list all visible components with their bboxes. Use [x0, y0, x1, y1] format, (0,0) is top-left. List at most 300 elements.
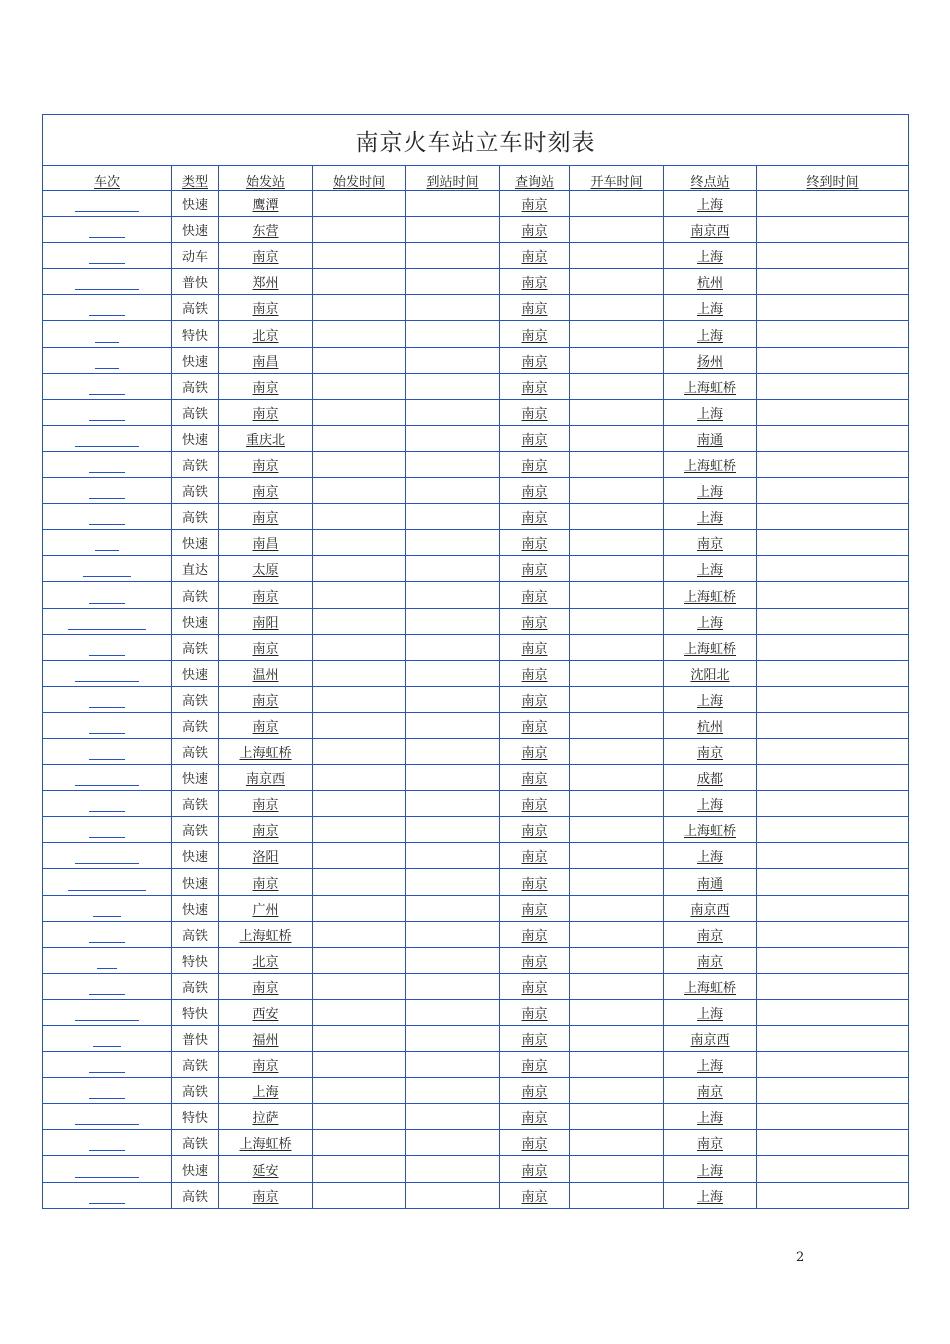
destination-station-link-text[interactable]: 上海: [696, 328, 723, 344]
destination-station-link[interactable]: [664, 373, 757, 399]
train-type-cell-text: 快速: [181, 667, 208, 683]
col-header-train-no: 车次: [43, 166, 172, 191]
table-row: [43, 451, 909, 477]
origin-station-link[interactable]: [219, 973, 313, 999]
query-station-link-text[interactable]: 南京: [521, 589, 548, 605]
origin-station-link[interactable]: [219, 1026, 313, 1052]
query-station-link[interactable]: [500, 1182, 570, 1208]
query-station-link[interactable]: [500, 1156, 570, 1182]
train-type-cell-text: 动车: [181, 250, 208, 266]
destination-station-link[interactable]: [664, 608, 757, 634]
query-station-link[interactable]: [500, 817, 570, 843]
origin-station-link[interactable]: [219, 295, 313, 321]
origin-station-link[interactable]: [219, 321, 313, 347]
destination-station-link-text[interactable]: 成都: [696, 772, 723, 788]
query-station-link[interactable]: [500, 608, 570, 634]
destination-station-link-text[interactable]: 南通: [696, 876, 723, 892]
origin-station-link[interactable]: [219, 347, 313, 373]
table-row: [43, 321, 909, 347]
origin-station-link-text[interactable]: 南京: [252, 485, 279, 501]
query-station-link[interactable]: [500, 869, 570, 895]
query-station-link-text[interactable]: 南京: [521, 798, 548, 814]
query-station-link-text[interactable]: 南京: [521, 902, 548, 918]
train-no-link[interactable]: [43, 973, 172, 999]
destination-station-link[interactable]: [664, 1156, 757, 1182]
origin-station-link-text[interactable]: 北京: [252, 328, 279, 344]
destination-station-link-text[interactable]: 上海: [696, 563, 723, 579]
destination-station-link-text[interactable]: 南京西: [690, 902, 730, 918]
query-station-link[interactable]: [500, 1052, 570, 1078]
origin-station-link[interactable]: [219, 660, 313, 686]
train-no-link[interactable]: [43, 373, 172, 399]
query-station-link[interactable]: [500, 373, 570, 399]
query-station-link-text[interactable]: 南京: [521, 198, 548, 214]
query-station-link-text[interactable]: 南京: [521, 432, 548, 448]
query-station-link[interactable]: [500, 660, 570, 686]
train-no-link[interactable]: [43, 191, 172, 217]
query-station-link-text[interactable]: 南京: [521, 850, 548, 866]
origin-station-link[interactable]: [219, 738, 313, 764]
destination-station-link-text[interactable]: 南京西: [690, 1033, 730, 1049]
destination-station-link-text[interactable]: 南京: [696, 928, 723, 944]
destination-station-link-text[interactable]: 杭州: [696, 719, 723, 735]
train-no-link[interactable]: [43, 660, 172, 686]
destination-station-link-text[interactable]: 上海虹桥: [683, 459, 736, 475]
query-station-link[interactable]: [500, 895, 570, 921]
origin-station-link-text[interactable]: 太原: [252, 563, 279, 579]
origin-station-link[interactable]: [219, 373, 313, 399]
origin-station-link-text[interactable]: 福州: [252, 1033, 279, 1049]
origin-station-link-text[interactable]: 上海虹桥: [239, 928, 292, 944]
query-station-link-text[interactable]: 南京: [521, 354, 548, 370]
query-station-link[interactable]: [500, 712, 570, 738]
destination-station-link-text[interactable]: 上海: [696, 511, 723, 527]
arrive-time-cell: [406, 295, 500, 321]
query-station-link[interactable]: [500, 504, 570, 530]
train-no-link[interactable]: [43, 712, 172, 738]
query-station-link[interactable]: [500, 765, 570, 791]
destination-station-link[interactable]: [664, 817, 757, 843]
train-type-cell: [172, 399, 219, 425]
train-no-link[interactable]: [43, 1182, 172, 1208]
destination-station-link-text[interactable]: 上海虹桥: [683, 641, 736, 657]
train-type-cell-text: 快速: [181, 354, 208, 370]
query-station-link[interactable]: [500, 243, 570, 269]
destination-station-link-text[interactable]: 上海: [696, 1189, 723, 1205]
train-no-link[interactable]: [43, 791, 172, 817]
query-station-link[interactable]: [500, 347, 570, 373]
query-station-link-text[interactable]: 南京: [521, 302, 548, 318]
query-station-link-text[interactable]: 南京: [521, 224, 548, 240]
train-type-cell-text: 特快: [181, 954, 208, 970]
query-station-link[interactable]: [500, 947, 570, 973]
origin-station-link-text[interactable]: 西安: [252, 1007, 279, 1022]
query-station-link-text[interactable]: 南京: [521, 406, 548, 422]
destination-station-link[interactable]: [664, 399, 757, 425]
query-station-link[interactable]: [500, 1104, 570, 1130]
destination-station-link[interactable]: [664, 999, 757, 1025]
query-station-link-text[interactable]: 南京: [521, 380, 548, 396]
arrive-time-cell: [406, 504, 500, 530]
destination-station-link-text[interactable]: 南京: [696, 746, 723, 762]
origin-station-link[interactable]: [219, 765, 313, 791]
destination-station-link[interactable]: [664, 634, 757, 660]
origin-station-link-text[interactable]: 东营: [252, 224, 279, 240]
train-type-cell-text: 高铁: [181, 380, 208, 396]
train-no-link[interactable]: [43, 947, 172, 973]
destination-station-link[interactable]: [664, 425, 757, 451]
origin-station-link[interactable]: [219, 1156, 313, 1182]
origin-station-link-text[interactable]: 南京: [252, 459, 279, 475]
query-station-link-text[interactable]: 南京: [521, 1033, 548, 1049]
origin-station-link[interactable]: [219, 478, 313, 504]
origin-station-link-text[interactable]: 上海: [252, 1085, 279, 1101]
origin-station-link[interactable]: [219, 791, 313, 817]
destination-station-link[interactable]: [664, 451, 757, 477]
query-station-link-text[interactable]: 南京: [521, 1137, 548, 1153]
origin-station-link-text[interactable]: 南京: [252, 406, 279, 422]
destination-station-link[interactable]: [664, 1052, 757, 1078]
query-station-link-text[interactable]: 南京: [521, 1163, 548, 1179]
query-station-link[interactable]: [500, 530, 570, 556]
train-no-link[interactable]: [43, 504, 172, 530]
destination-station-link-text[interactable]: 上海虹桥: [683, 380, 736, 396]
origin-station-link-text[interactable]: 南京: [252, 1059, 279, 1075]
query-station-link-text[interactable]: 南京: [521, 537, 548, 553]
leave-time-cell: [570, 1130, 664, 1156]
origin-station-link-text[interactable]: 南京: [252, 719, 279, 735]
origin-station-link-text[interactable]: 南阳: [252, 615, 279, 631]
query-station-link-text[interactable]: 南京: [521, 719, 548, 735]
origin-station-link[interactable]: [219, 217, 313, 243]
origin-station-link[interactable]: [219, 425, 313, 451]
origin-station-link-text[interactable]: 南京西: [245, 772, 285, 788]
destination-station-link[interactable]: [664, 869, 757, 895]
destination-station-link[interactable]: [664, 347, 757, 373]
origin-station-link[interactable]: [219, 451, 313, 477]
leave-time-cell: [570, 999, 664, 1025]
origin-station-link-text[interactable]: 上海虹桥: [239, 1137, 292, 1153]
train-type-cell: [172, 217, 219, 243]
origin-station-link[interactable]: [219, 1052, 313, 1078]
destination-station-link[interactable]: [664, 191, 757, 217]
destination-station-link-text[interactable]: 南京: [696, 1085, 723, 1101]
destination-station-link-text[interactable]: 上海: [696, 1059, 723, 1075]
destination-station-link-text[interactable]: 南通: [696, 432, 723, 448]
query-station-link-text[interactable]: 南京: [521, 746, 548, 762]
query-station-link-text[interactable]: 南京: [521, 1059, 548, 1075]
query-station-link[interactable]: [500, 399, 570, 425]
destination-station-link[interactable]: [664, 582, 757, 608]
destination-station-link[interactable]: [664, 243, 757, 269]
train-no-link[interactable]: [43, 895, 172, 921]
arrive-time-cell: [406, 269, 500, 295]
query-station-link-text[interactable]: 南京: [521, 693, 548, 709]
train-no-link[interactable]: [43, 686, 172, 712]
query-station-link-text[interactable]: 南京: [521, 276, 548, 292]
query-station-link[interactable]: [500, 1026, 570, 1052]
origin-station-link[interactable]: [219, 712, 313, 738]
origin-station-link[interactable]: [219, 1182, 313, 1208]
origin-station-link-text[interactable]: 南昌: [252, 537, 279, 553]
destination-station-link-text[interactable]: 上海: [696, 1163, 723, 1179]
origin-station-link[interactable]: [219, 895, 313, 921]
destination-station-link[interactable]: [664, 738, 757, 764]
query-station-link-text[interactable]: 南京: [521, 824, 548, 840]
col-header-arrive-time: 到站时间: [406, 166, 500, 191]
train-type-cell-text: 快速: [181, 537, 208, 553]
destination-station-link[interactable]: [664, 843, 757, 869]
destination-station-link-text[interactable]: 上海: [696, 250, 723, 266]
destination-station-link[interactable]: [664, 921, 757, 947]
destination-station-link-text[interactable]: 上海虹桥: [683, 589, 736, 605]
train-no-link[interactable]: [43, 347, 172, 373]
destination-station-link[interactable]: [664, 1078, 757, 1104]
train-no-link[interactable]: [43, 817, 172, 843]
query-station-link-text[interactable]: 南京: [521, 980, 548, 996]
query-station-link[interactable]: [500, 686, 570, 712]
destination-station-link-text[interactable]: 上海: [696, 850, 723, 866]
query-station-link-text[interactable]: 南京: [521, 459, 548, 475]
query-station-link-text[interactable]: 南京: [521, 511, 548, 527]
origin-station-link-text[interactable]: 南京: [252, 824, 279, 840]
origin-station-link[interactable]: [219, 686, 313, 712]
query-station-link[interactable]: [500, 582, 570, 608]
train-no-link[interactable]: [43, 269, 172, 295]
query-station-link-text[interactable]: 南京: [521, 1085, 548, 1101]
origin-station-link-text[interactable]: 南京: [252, 641, 279, 657]
destination-station-link-text[interactable]: 扬州: [696, 354, 723, 370]
origin-station-link[interactable]: [219, 999, 313, 1025]
query-station-link[interactable]: [500, 191, 570, 217]
destination-station-link-text[interactable]: 上海: [696, 693, 723, 709]
query-station-link-text[interactable]: 南京: [521, 250, 548, 266]
train-no-link[interactable]: [43, 921, 172, 947]
query-station-link-text[interactable]: 南京: [521, 876, 548, 892]
train-type-cell: [172, 1052, 219, 1078]
origin-station-link-text[interactable]: 南京: [252, 798, 279, 814]
query-station-link-text[interactable]: 南京: [521, 1007, 548, 1022]
train-no-link[interactable]: [43, 556, 172, 582]
origin-station-link[interactable]: [219, 1130, 313, 1156]
destination-station-link[interactable]: [664, 556, 757, 582]
destination-station-link[interactable]: [664, 1026, 757, 1052]
destination-station-link-text[interactable]: 上海: [696, 798, 723, 814]
train-no-link[interactable]: [43, 1052, 172, 1078]
train-no-link[interactable]: [43, 478, 172, 504]
table-row: [43, 1052, 909, 1078]
origin-station-link-text[interactable]: 南京: [252, 380, 279, 396]
query-station-link[interactable]: [500, 791, 570, 817]
query-station-link[interactable]: [500, 269, 570, 295]
query-station-link-text[interactable]: 南京: [521, 485, 548, 501]
origin-station-link-text[interactable]: 南京: [252, 876, 279, 892]
query-station-link[interactable]: [500, 921, 570, 947]
query-station-link[interactable]: [500, 1078, 570, 1104]
origin-station-link-text[interactable]: 广州: [252, 902, 279, 918]
origin-station-link[interactable]: [219, 817, 313, 843]
query-station-link[interactable]: [500, 425, 570, 451]
train-no-link[interactable]: [43, 530, 172, 556]
destination-station-link[interactable]: [664, 712, 757, 738]
destination-station-link[interactable]: [664, 530, 757, 556]
origin-station-link[interactable]: [219, 1078, 313, 1104]
origin-station-link[interactable]: [219, 269, 313, 295]
train-no-link[interactable]: [43, 243, 172, 269]
destination-station-link[interactable]: [664, 895, 757, 921]
origin-station-link-text[interactable]: 郑州: [252, 276, 279, 292]
train-type-cell: [172, 1156, 219, 1182]
destination-station-link-text[interactable]: 上海: [696, 1111, 723, 1127]
destination-station-link[interactable]: [664, 660, 757, 686]
query-station-link[interactable]: [500, 843, 570, 869]
origin-station-link-text[interactable]: 南京: [252, 511, 279, 527]
destination-station-link-text[interactable]: 南京: [696, 954, 723, 970]
destination-station-link[interactable]: [664, 1130, 757, 1156]
origin-station-link-text[interactable]: 南京: [252, 693, 279, 709]
query-station-link-text[interactable]: 南京: [521, 928, 548, 944]
query-station-link[interactable]: [500, 478, 570, 504]
query-station-link-text[interactable]: 南京: [521, 328, 548, 344]
train-no-link[interactable]: [43, 399, 172, 425]
destination-station-link[interactable]: [664, 1104, 757, 1130]
query-station-link[interactable]: [500, 556, 570, 582]
train-no-link[interactable]: [43, 1156, 172, 1182]
train-no-link[interactable]: [43, 321, 172, 347]
destination-station-link-text[interactable]: 上海: [696, 302, 723, 318]
query-station-link-text[interactable]: 南京: [521, 954, 548, 970]
origin-station-link[interactable]: [219, 504, 313, 530]
train-no-link[interactable]: [43, 608, 172, 634]
destination-station-link-text[interactable]: 上海: [696, 1007, 723, 1022]
destination-station-link-text[interactable]: 沈阳北: [690, 667, 730, 683]
train-no-link[interactable]: [43, 451, 172, 477]
query-station-link[interactable]: [500, 451, 570, 477]
table-row: [43, 895, 909, 921]
origin-station-link[interactable]: [219, 191, 313, 217]
query-station-link[interactable]: [500, 1130, 570, 1156]
destination-station-link-text[interactable]: 南京: [696, 1137, 723, 1153]
origin-station-link-text[interactable]: 上海虹桥: [239, 746, 292, 762]
query-station-link-text[interactable]: 南京: [521, 563, 548, 579]
train-no-link[interactable]: [43, 1026, 172, 1052]
destination-station-link[interactable]: [664, 1182, 757, 1208]
origin-station-link-text[interactable]: 重庆北: [245, 432, 285, 448]
origin-station-link[interactable]: [219, 530, 313, 556]
destination-station-link[interactable]: [664, 765, 757, 791]
query-station-link-text[interactable]: 南京: [521, 667, 548, 683]
origin-station-link[interactable]: [219, 1104, 313, 1130]
origin-station-link[interactable]: [219, 843, 313, 869]
destination-station-link[interactable]: [664, 321, 757, 347]
origin-station-link[interactable]: [219, 582, 313, 608]
train-type-cell-text: 快速: [181, 224, 208, 240]
origin-station-link-text[interactable]: 延安: [252, 1163, 279, 1179]
origin-station-link-text[interactable]: 南昌: [252, 354, 279, 370]
destination-station-link[interactable]: [664, 217, 757, 243]
train-no-link[interactable]: [43, 1078, 172, 1104]
destination-station-link-text[interactable]: 上海: [696, 198, 723, 214]
query-station-link[interactable]: [500, 321, 570, 347]
train-no-link[interactable]: [43, 738, 172, 764]
destination-station-link-text[interactable]: 杭州: [696, 276, 723, 292]
query-station-link[interactable]: [500, 999, 570, 1025]
destination-station-link[interactable]: [664, 686, 757, 712]
train-no-link[interactable]: [43, 634, 172, 660]
destination-station-link[interactable]: [664, 504, 757, 530]
query-station-link-text[interactable]: 南京: [521, 615, 548, 631]
origin-station-link-text[interactable]: 南京: [252, 980, 279, 996]
destination-station-link[interactable]: [664, 947, 757, 973]
destination-station-link-text[interactable]: 上海虹桥: [683, 824, 736, 840]
train-no-link[interactable]: [43, 999, 172, 1025]
query-station-link[interactable]: [500, 634, 570, 660]
train-no-link[interactable]: [43, 425, 172, 451]
origin-station-link-text[interactable]: 南京: [252, 302, 279, 318]
origin-station-link[interactable]: [219, 869, 313, 895]
train-no-link[interactable]: [43, 582, 172, 608]
origin-station-link-text[interactable]: 温州: [252, 667, 279, 683]
destination-station-link-text[interactable]: 上海: [696, 406, 723, 422]
origin-station-link-text[interactable]: 北京: [252, 954, 279, 970]
destination-station-link[interactable]: [664, 269, 757, 295]
origin-station-link[interactable]: [219, 947, 313, 973]
final-time-cell: [757, 478, 909, 504]
table-row: [43, 347, 909, 373]
train-no-link[interactable]: [43, 843, 172, 869]
depart-time-cell: [313, 243, 406, 269]
query-station-link-text[interactable]: 南京: [521, 772, 548, 788]
origin-station-link[interactable]: [219, 634, 313, 660]
origin-station-link-text[interactable]: 拉萨: [252, 1111, 279, 1127]
destination-station-link-text[interactable]: 南京西: [690, 224, 730, 240]
query-station-link[interactable]: [500, 973, 570, 999]
destination-station-link[interactable]: [664, 791, 757, 817]
train-no-link[interactable]: [43, 765, 172, 791]
origin-station-link-text[interactable]: 南京: [252, 250, 279, 266]
arrive-time-cell: [406, 869, 500, 895]
origin-station-link-text[interactable]: 鹰潭: [252, 198, 279, 214]
destination-station-link-text[interactable]: 上海虹桥: [683, 980, 736, 996]
destination-station-link[interactable]: [664, 295, 757, 321]
train-no-link[interactable]: [43, 295, 172, 321]
destination-station-link-text[interactable]: 上海: [696, 615, 723, 631]
destination-station-link-text[interactable]: 南京: [696, 537, 723, 553]
destination-station-link[interactable]: [664, 478, 757, 504]
train-no-link[interactable]: [43, 1130, 172, 1156]
origin-station-link[interactable]: [219, 608, 313, 634]
query-station-link-text[interactable]: 南京: [521, 641, 548, 657]
origin-station-link-text[interactable]: 洛阳: [252, 850, 279, 866]
origin-station-link[interactable]: [219, 399, 313, 425]
origin-station-link[interactable]: [219, 921, 313, 947]
train-no-link[interactable]: [43, 1104, 172, 1130]
origin-station-link[interactable]: [219, 556, 313, 582]
destination-station-link[interactable]: [664, 973, 757, 999]
query-station-link[interactable]: [500, 295, 570, 321]
query-station-link-text[interactable]: 南京: [521, 1111, 548, 1127]
origin-station-link[interactable]: [219, 243, 313, 269]
train-no-link[interactable]: [43, 217, 172, 243]
destination-station-link-text[interactable]: 上海: [696, 485, 723, 501]
query-station-link-text[interactable]: 南京: [521, 1189, 548, 1205]
origin-station-link-text[interactable]: 南京: [252, 1189, 279, 1205]
train-no-link[interactable]: [43, 869, 172, 895]
query-station-link[interactable]: [500, 738, 570, 764]
query-station-link[interactable]: [500, 217, 570, 243]
origin-station-link-text[interactable]: 南京: [252, 589, 279, 605]
train-type-cell-text: 快速: [181, 902, 208, 918]
